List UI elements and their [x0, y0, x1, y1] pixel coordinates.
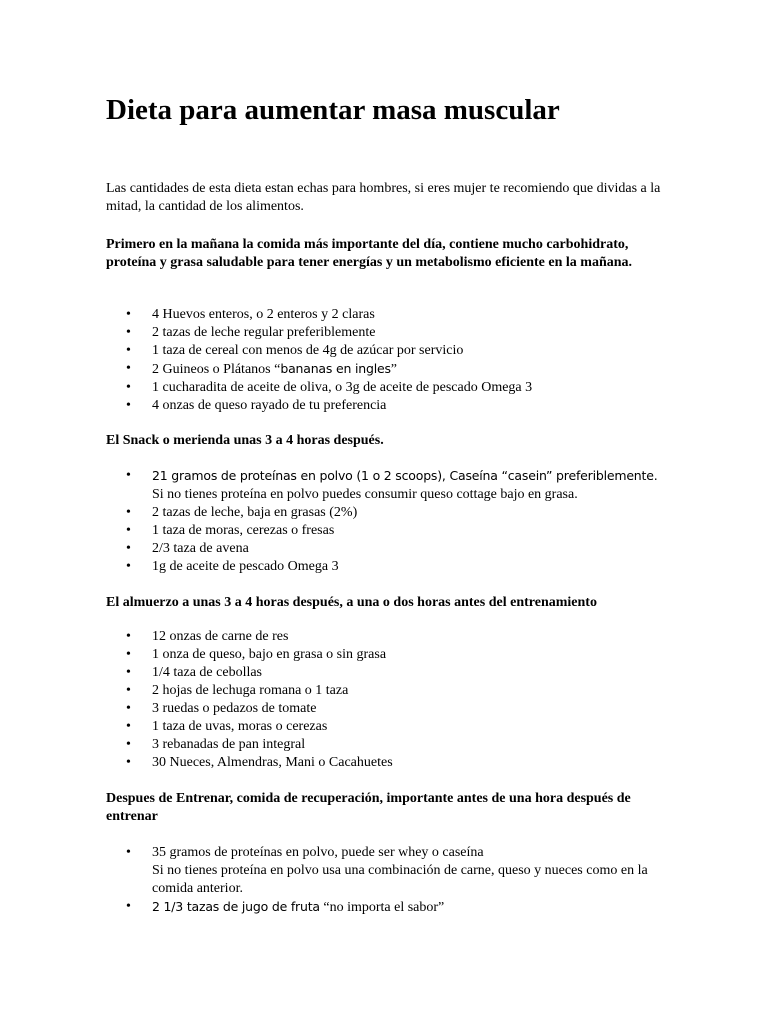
bullet-icon: • [126, 325, 131, 340]
intro-paragraph: Las cantidades de esta dieta estan echas para hombres, si eres mujer te recomiendo que dividas a la mitad, la cantidad de los alimentos. [106, 181, 661, 214]
bullet-icon: • [126, 559, 131, 574]
list-item: • 3 rebanadas de pan integral [126, 737, 306, 752]
list-item: • 4 Huevos enteros, o 2 enteros y 2 claras [126, 307, 375, 322]
list-item: • 2 1/3 tazas de jugo de fruta “no importa el sabor” [126, 899, 445, 915]
list-item: • 1 taza de moras, cerezas o fresas [126, 523, 335, 538]
list-item: • 2 hojas de lechuga romana o 1 taza [126, 683, 349, 698]
list-item: • 1 taza de uvas, moras o cerezas [126, 719, 328, 734]
bullet-icon: • [126, 665, 131, 680]
bullet-icon: • [126, 755, 131, 770]
list-item: • 30 Nueces, Almendras, Mani o Cacahuetes [126, 755, 393, 770]
bullet-icon: • [126, 647, 131, 662]
list-item: • 4 onzas de queso rayado de tu preferencia [126, 398, 387, 413]
list-item: • 1/4 taza de cebollas [126, 665, 263, 680]
bullet-icon: • [126, 719, 131, 734]
lunch-list [106, 628, 666, 772]
bullet-icon: • [126, 343, 131, 358]
list-item: • 2 tazas de leche, baja en grasas (2%) [126, 505, 358, 520]
bullet-icon: • [126, 737, 131, 752]
snack-list [106, 467, 666, 576]
section-heading-breakfast: Primero en la mañana la comida más importante del día, contiene mucho carbohidrato, proteína y grasa saludable para tener energías y un metabolismo eficiente en la mañana. [106, 237, 633, 270]
bullet-icon: • [126, 307, 131, 322]
list-item: • 2 Guineos o Plátanos “bananas en ingles” [126, 361, 397, 377]
section-heading-lunch: El almuerzo a unas 3 a 4 horas después, a una o dos horas antes del entrenamiento [106, 595, 597, 610]
bullet-icon: • [126, 398, 131, 413]
list-item: • 2/3 taza de avena [126, 541, 249, 556]
bullet-icon: • [126, 468, 131, 483]
bullet-icon: • [126, 505, 131, 520]
bullet-icon: • [126, 899, 131, 914]
list-item: • 3 ruedas o pedazos de tomate [126, 701, 317, 716]
section-heading-post-workout: Despues de Entrenar, comida de recuperación, importante antes de una hora después de entrenar [106, 791, 631, 824]
section-heading-snack: El Snack o merienda unas 3 a 4 horas después. [106, 433, 384, 448]
list-item: • 1g de aceite de pescado Omega 3 [126, 559, 339, 574]
document-title: Dieta para aumentar masa muscular [106, 94, 560, 126]
bullet-icon: • [126, 541, 131, 556]
list-item: • 12 onzas de carne de res [126, 629, 289, 644]
breakfast-list [106, 306, 666, 415]
bullet-icon: • [126, 701, 131, 716]
list-item: • 1 cucharadita de aceite de oliva, o 3g de aceite de pescado Omega 3 [126, 380, 533, 395]
bullet-icon: • [126, 380, 131, 395]
list-item: • 35 gramos de proteínas en polvo, puede ser whey o caseína Si no tienes proteína en polvo usa una combinación de carne, queso y nueces como en la comida anterior. [126, 845, 648, 896]
list-item: • 1 taza de cereal con menos de 4g de azúcar por servicio [126, 343, 464, 358]
bullet-icon: • [126, 683, 131, 698]
bullet-icon: • [126, 845, 131, 860]
bullet-icon: • [126, 523, 131, 538]
bullet-icon: • [126, 629, 131, 644]
list-item: • 21 gramos de proteínas en polvo (1 o 2 scoops), Caseína “casein” preferiblemente. Si no tienes proteína en polvo puedes consumir queso cottage bajo en grasa. [126, 468, 658, 502]
list-item: • 2 tazas de leche regular preferiblemente [126, 325, 376, 340]
bullet-icon: • [126, 361, 131, 376]
list-item: • 1 onza de queso, bajo en grasa o sin grasa [126, 647, 387, 662]
post-workout-list [106, 844, 666, 917]
